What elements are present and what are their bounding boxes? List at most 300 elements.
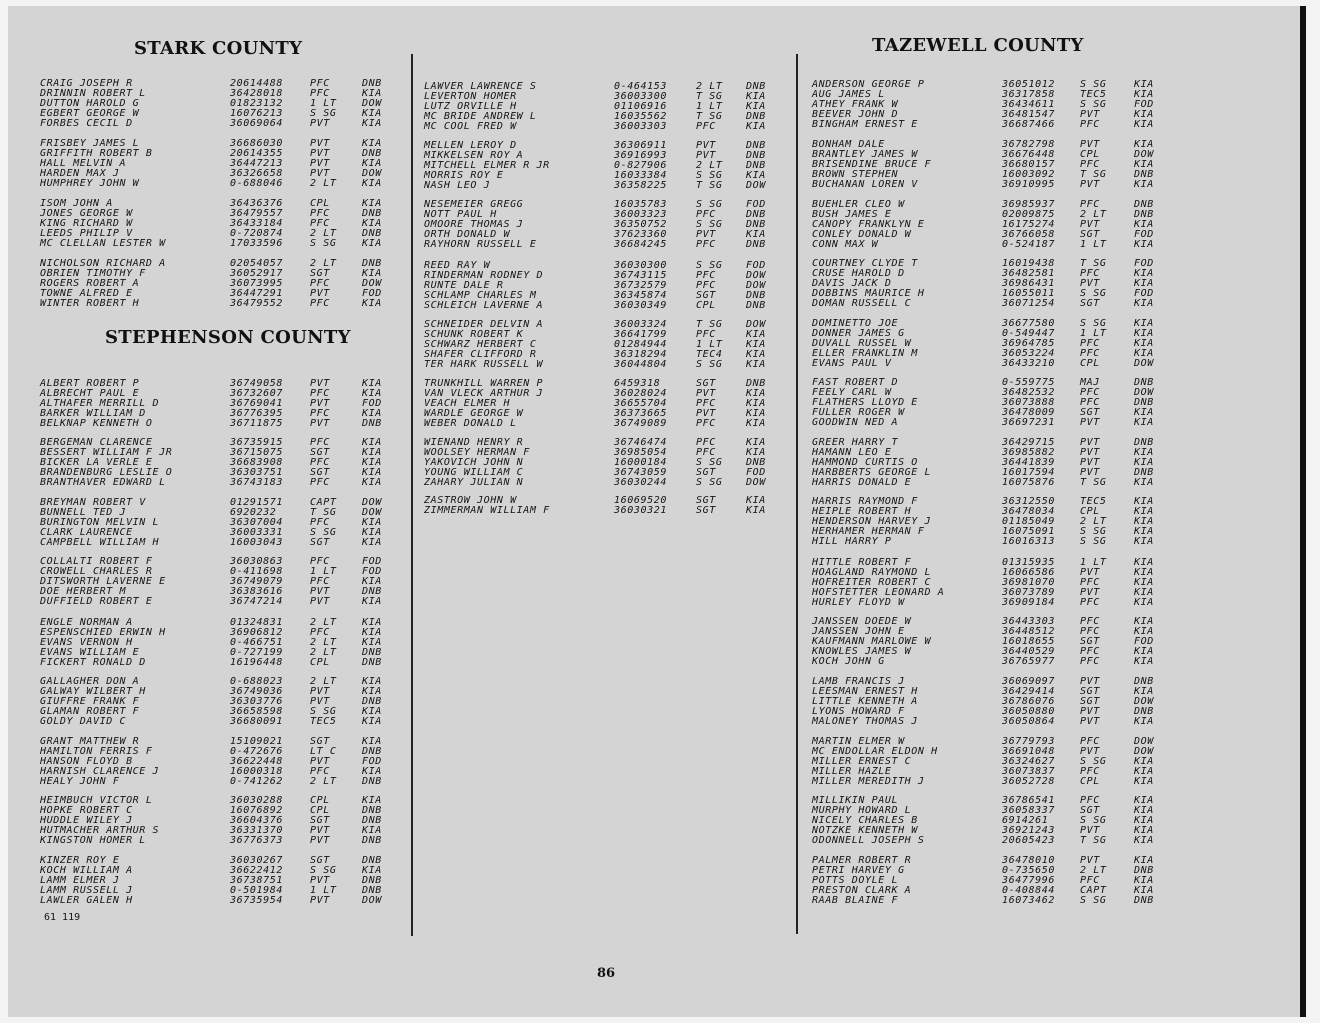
- soldier-name: AUG JAMES L: [812, 89, 885, 100]
- soldier-name: DUFFIELD ROBERT E: [40, 596, 153, 607]
- rank: PVT: [1080, 746, 1100, 757]
- soldier-name: HOPKE ROBERT C: [40, 805, 133, 816]
- rank: PVT: [1080, 219, 1100, 230]
- soldier-name: MURPHY HOWARD L: [812, 805, 912, 816]
- serial-number: 36766058: [1002, 229, 1055, 240]
- serial-number: 36921243: [1002, 825, 1055, 836]
- serial-number: 36030244: [614, 477, 667, 488]
- serial-number: 01315935: [1002, 557, 1055, 568]
- serial-number: 0-411698: [230, 566, 283, 577]
- casualty-status: KIA: [362, 617, 382, 628]
- casualty-status: FOD: [362, 398, 382, 409]
- casualty-status: DNB: [362, 258, 382, 269]
- casualty-status: KIA: [362, 238, 382, 249]
- casualty-status: DNB: [362, 696, 382, 707]
- casualty-status: KIA: [1134, 89, 1154, 100]
- casualty-status: DOW: [1134, 358, 1154, 369]
- soldier-name: GRIFFITH ROBERT B: [40, 148, 153, 159]
- soldier-name: GALWAY WILBERT H: [40, 686, 146, 697]
- serial-number: 36776373: [230, 835, 283, 846]
- page-number: 86: [597, 966, 616, 981]
- rank: PFC: [310, 298, 330, 309]
- soldier-name: HAMILTON FERRIS F: [40, 746, 153, 757]
- casualty-status: DOW: [1134, 746, 1154, 757]
- soldier-name: YAKOVICH JOHN N: [424, 457, 524, 468]
- rank: SGT: [696, 467, 716, 478]
- rank: 1 LT: [696, 339, 723, 350]
- serial-number: 36324627: [1002, 756, 1055, 767]
- rank: SGT: [310, 855, 330, 866]
- casualty-status: KIA: [1134, 457, 1154, 468]
- rank: PFC: [1080, 387, 1100, 398]
- soldier-name: FAST ROBERT D: [812, 377, 899, 388]
- serial-number: 0-559775: [1002, 377, 1055, 388]
- soldier-name: MILLER MEREDITH J: [812, 776, 925, 787]
- rank: 2 LT: [1080, 865, 1107, 876]
- rank: S SG: [1080, 288, 1107, 299]
- rank: S SG: [310, 527, 337, 538]
- rank: 2 LT: [310, 776, 337, 787]
- soldier-name: JANSSEN DOEDE W: [812, 616, 912, 627]
- casualty-status: DOW: [362, 168, 382, 179]
- rank: CPL: [1080, 776, 1100, 787]
- rank: T SG: [696, 319, 723, 330]
- casualty-status: KIA: [1134, 298, 1154, 309]
- soldier-name: OBRIEN TIMOTHY F: [40, 268, 146, 279]
- casualty-status: FOD: [746, 260, 766, 271]
- rank: PVT: [310, 138, 330, 149]
- casualty-status: KIA: [362, 447, 382, 458]
- soldier-name: BRANDENBURG LESLIE O: [40, 467, 173, 478]
- rank: 1 LT: [310, 98, 337, 109]
- rank: PVT: [1080, 139, 1100, 150]
- casualty-status: DNB: [362, 885, 382, 896]
- serial-number: 36073837: [1002, 766, 1055, 777]
- soldier-name: LEVERTON HOMER: [424, 91, 517, 102]
- serial-number: 36003300: [614, 91, 667, 102]
- casualty-status: DNB: [362, 647, 382, 658]
- soldier-name: KOCH WILLIAM A: [40, 865, 133, 876]
- serial-number: 36052917: [230, 268, 283, 279]
- rank: 1 LT: [696, 101, 723, 112]
- soldier-name: NASH LEO J: [424, 180, 491, 191]
- soldier-name: DUTTON HAROLD G: [40, 98, 140, 109]
- rank: PVT: [1080, 825, 1100, 836]
- soldier-name: EVANS WILLIAM E: [40, 647, 140, 658]
- serial-number: 36747214: [230, 596, 283, 607]
- serial-number: 36985882: [1002, 447, 1055, 458]
- serial-number: 36906812: [230, 627, 283, 638]
- serial-number: 0-688046: [230, 178, 283, 189]
- rank: PFC: [310, 457, 330, 468]
- casualty-status: KIA: [362, 198, 382, 209]
- serial-number: 36981070: [1002, 577, 1055, 588]
- serial-number: 36985054: [614, 447, 667, 458]
- rank: CPL: [310, 198, 330, 209]
- casualty-status: KIA: [362, 576, 382, 587]
- soldier-name: CANOPY FRANKLYN E: [812, 219, 925, 230]
- serial-number: 36433184: [230, 218, 283, 229]
- casualty-status: DNB: [1134, 209, 1154, 220]
- serial-number: 36478034: [1002, 506, 1055, 517]
- soldier-name: FLATHERS LLOYD E: [812, 397, 918, 408]
- casualty-status: KIA: [362, 537, 382, 548]
- soldier-name: CLARK LAURENCE: [40, 527, 133, 538]
- serial-number: 01291571: [230, 497, 283, 508]
- serial-number: 36604376: [230, 815, 283, 826]
- soldier-name: PETRI HARVEY G: [812, 865, 905, 876]
- rank: 1 LT: [310, 885, 337, 896]
- rank: PVT: [1080, 278, 1100, 289]
- rank: CPL: [1080, 506, 1100, 517]
- soldier-name: NESEMEIER GREGG: [424, 199, 524, 210]
- serial-number: 36030300: [614, 260, 667, 271]
- rank: PFC: [1080, 159, 1100, 170]
- serial-number: 36743183: [230, 477, 283, 488]
- soldier-name: DOE HERBERT M: [40, 586, 127, 597]
- rank: T SG: [1080, 477, 1107, 488]
- casualty-status: DNB: [746, 239, 766, 250]
- rank: PFC: [696, 209, 716, 220]
- casualty-status: DOW: [362, 507, 382, 518]
- rank: PFC: [310, 517, 330, 528]
- serial-number: 36697231: [1002, 417, 1055, 428]
- soldier-name: WIENAND HENRY R: [424, 437, 524, 448]
- casualty-status: FOD: [1134, 229, 1154, 240]
- soldier-name: WINTER ROBERT H: [40, 298, 140, 309]
- serial-number: 36073789: [1002, 587, 1055, 598]
- rank: T SG: [696, 111, 723, 122]
- casualty-status: DNB: [746, 290, 766, 301]
- casualty-status: KIA: [362, 766, 382, 777]
- serial-number: 16075091: [1002, 526, 1055, 537]
- serial-number: 36776395: [230, 408, 283, 419]
- soldier-name: RUNTE DALE R: [424, 280, 504, 291]
- casualty-status: KIA: [1134, 577, 1154, 588]
- casualty-status: KIA: [1134, 716, 1154, 727]
- soldier-name: COURTNEY CLYDE T: [812, 258, 918, 269]
- rank: PFC: [1080, 875, 1100, 886]
- casualty-status: KIA: [1134, 278, 1154, 289]
- rank: SGT: [1080, 298, 1100, 309]
- serial-number: 36447291: [230, 288, 283, 299]
- serial-number: 36680091: [230, 716, 283, 727]
- casualty-status: DNB: [746, 457, 766, 468]
- casualty-status: KIA: [362, 388, 382, 399]
- casualty-status: KIA: [362, 637, 382, 648]
- casualty-status: KIA: [746, 101, 766, 112]
- rank: S SG: [696, 477, 723, 488]
- rank: PVT: [310, 118, 330, 129]
- casualty-status: DOW: [362, 497, 382, 508]
- casualty-status: KIA: [362, 706, 382, 717]
- rank: PVT: [1080, 855, 1100, 866]
- soldier-name: GOLDY DAVID C: [40, 716, 127, 727]
- soldier-name: HENDERSON HARVEY J: [812, 516, 932, 527]
- soldier-name: BURINGTON MELVIN L: [40, 517, 160, 528]
- rank: PFC: [310, 477, 330, 488]
- casualty-status: KIA: [1134, 268, 1154, 279]
- casualty-status: KIA: [746, 121, 766, 132]
- casualty-status: FOD: [362, 756, 382, 767]
- serial-number: 36053224: [1002, 348, 1055, 359]
- serial-number: 0-720874: [230, 228, 283, 239]
- serial-number: 36964785: [1002, 338, 1055, 349]
- soldier-name: DOBBINS MAURICE H: [812, 288, 925, 299]
- serial-number: 36331370: [230, 825, 283, 836]
- rank: PFC: [1080, 616, 1100, 627]
- soldier-name: ZAHARY JULIAN N: [424, 477, 524, 488]
- casualty-status: KIA: [1134, 825, 1154, 836]
- rank: 2 LT: [1080, 516, 1107, 527]
- rank: LT C: [310, 746, 337, 757]
- rank: 2 LT: [310, 617, 337, 628]
- rank: PFC: [1080, 348, 1100, 359]
- soldier-name: SCHNEIDER DELVIN A: [424, 319, 544, 330]
- soldier-name: BUSH JAMES E: [812, 209, 892, 220]
- casualty-status: KIA: [362, 268, 382, 279]
- soldier-name: LEEDS PHILIP V: [40, 228, 133, 239]
- rank: T SG: [1080, 835, 1107, 846]
- serial-number: 36749036: [230, 686, 283, 697]
- rank: S SG: [696, 219, 723, 230]
- rank: PVT: [696, 388, 716, 399]
- soldier-name: MC COOL FRED W: [424, 121, 517, 132]
- roster-page: [8, 6, 1306, 1017]
- rank: PVT: [310, 148, 330, 159]
- rank: 2 LT: [696, 81, 723, 92]
- rank: PVT: [1080, 179, 1100, 190]
- soldier-name: MILLER HAZLE: [812, 766, 892, 777]
- casualty-status: KIA: [362, 795, 382, 806]
- serial-number: 6914261: [1002, 815, 1049, 826]
- serial-number: 16035783: [614, 199, 667, 210]
- casualty-status: KIA: [1134, 159, 1154, 170]
- casualty-status: KIA: [362, 88, 382, 99]
- soldier-name: NICELY CHARLES B: [812, 815, 918, 826]
- soldier-name: KINGSTON HOMER L: [40, 835, 146, 846]
- rank: PFC: [310, 766, 330, 777]
- rank: T SG: [1080, 258, 1107, 269]
- rank: 1 LT: [310, 566, 337, 577]
- casualty-status: DOW: [362, 278, 382, 289]
- serial-number: 36030863: [230, 556, 283, 567]
- serial-number: 16000184: [614, 457, 667, 468]
- casualty-status: KIA: [746, 91, 766, 102]
- casualty-status: DNB: [362, 835, 382, 846]
- rank: PFC: [310, 278, 330, 289]
- rank: PVT: [310, 756, 330, 767]
- casualty-status: KIA: [1134, 686, 1154, 697]
- soldier-name: HUDDLE WILEY J: [40, 815, 133, 826]
- serial-number: 36434611: [1002, 99, 1055, 110]
- soldier-name: ELLER FRANKLIN M: [812, 348, 918, 359]
- rank: PFC: [696, 239, 716, 250]
- rank: PVT: [310, 895, 330, 906]
- casualty-status: DNB: [362, 815, 382, 826]
- serial-number: 36443303: [1002, 616, 1055, 627]
- rank: PFC: [696, 418, 716, 429]
- soldier-name: HARNISH CLARENCE J: [40, 766, 160, 777]
- casualty-status: KIA: [362, 298, 382, 309]
- rank: SGT: [310, 537, 330, 548]
- soldier-name: BARKER WILLIAM D: [40, 408, 146, 419]
- serial-number: 36044804: [614, 359, 667, 370]
- serial-number: 36622448: [230, 756, 283, 767]
- serial-number: 36743059: [614, 467, 667, 478]
- casualty-status: FOD: [362, 566, 382, 577]
- serial-number: 36429715: [1002, 437, 1055, 448]
- soldier-name: JANSSEN JOHN E: [812, 626, 905, 637]
- casualty-status: KIA: [362, 457, 382, 468]
- serial-number: 6920232: [230, 507, 277, 518]
- soldier-name: VEACH ELMER H: [424, 398, 511, 409]
- rank: CAPT: [1080, 885, 1107, 896]
- rank: PFC: [1080, 766, 1100, 777]
- rank: 1 LT: [1080, 557, 1107, 568]
- casualty-status: KIA: [1134, 557, 1154, 568]
- casualty-status: KIA: [362, 596, 382, 607]
- serial-number: 20614488: [230, 78, 283, 89]
- casualty-status: DOW: [362, 895, 382, 906]
- serial-number: 16003092: [1002, 169, 1055, 180]
- casualty-status: KIA: [362, 736, 382, 747]
- rank: 2 LT: [1080, 209, 1107, 220]
- rank: PVT: [310, 398, 330, 409]
- serial-number: 36069064: [230, 118, 283, 129]
- casualty-status: DNB: [746, 219, 766, 230]
- soldier-name: SCHLEICH LAVERNE A: [424, 300, 544, 311]
- serial-number: 36306911: [614, 140, 667, 151]
- serial-number: 36030267: [230, 855, 283, 866]
- casualty-status: KIA: [1134, 756, 1154, 767]
- casualty-status: KIA: [1134, 567, 1154, 578]
- serial-number: 36986431: [1002, 278, 1055, 289]
- casualty-status: DNB: [362, 78, 382, 89]
- serial-number: 16066586: [1002, 567, 1055, 578]
- casualty-status: DNB: [746, 300, 766, 311]
- soldier-name: MARTIN ELMER W: [812, 736, 905, 747]
- rank: PFC: [1080, 199, 1100, 210]
- soldier-name: GLAMAN ROBERT F: [40, 706, 140, 717]
- serial-number: 36069097: [1002, 676, 1055, 687]
- page-edge: [1300, 6, 1306, 1017]
- casualty-status: KIA: [746, 505, 766, 516]
- casualty-status: DNB: [1134, 676, 1154, 687]
- rank: PFC: [310, 627, 330, 638]
- soldier-name: EVANS PAUL V: [812, 358, 892, 369]
- rank: SGT: [310, 268, 330, 279]
- rank: PVT: [310, 168, 330, 179]
- serial-number: 0-501984: [230, 885, 283, 896]
- soldier-name: SHAFER CLIFFORD R: [424, 349, 537, 360]
- serial-number: 36715075: [230, 447, 283, 458]
- soldier-name: ODONNELL JOSEPH S: [812, 835, 925, 846]
- casualty-status: KIA: [746, 418, 766, 429]
- rank: PVT: [1080, 706, 1100, 717]
- serial-number: 36073888: [1002, 397, 1055, 408]
- serial-number: 16175274: [1002, 219, 1055, 230]
- soldier-name: LAMB FRANCIS J: [812, 676, 905, 687]
- rank: PVT: [310, 696, 330, 707]
- serial-number: 36786076: [1002, 696, 1055, 707]
- rank: CPL: [310, 657, 330, 668]
- soldier-name: MC BRIDE ANDREW L: [424, 111, 537, 122]
- serial-number: 01106916: [614, 101, 667, 112]
- serial-number: 36312550: [1002, 496, 1055, 507]
- soldier-name: HAMANN LEO E: [812, 447, 892, 458]
- casualty-status: DNB: [746, 111, 766, 122]
- casualty-status: KIA: [1134, 597, 1154, 608]
- casualty-status: DNB: [362, 805, 382, 816]
- rank: SGT: [1080, 686, 1100, 697]
- casualty-status: KIA: [1134, 79, 1154, 90]
- serial-number: 36686030: [230, 138, 283, 149]
- serial-number: 36735954: [230, 895, 283, 906]
- soldier-name: LITTLE KENNETH A: [812, 696, 918, 707]
- serial-number: 36677580: [1002, 318, 1055, 329]
- casualty-status: KIA: [362, 477, 382, 488]
- soldier-name: FULLER ROGER W: [812, 407, 905, 418]
- soldier-name: WOOLSEY HERMAN F: [424, 447, 530, 458]
- soldier-name: TRUNKHILL WARREN P: [424, 378, 544, 389]
- rank: TEC5: [1080, 89, 1107, 100]
- soldier-name: DONNER JAMES G: [812, 328, 905, 339]
- casualty-status: KIA: [362, 527, 382, 538]
- serial-number: 36478009: [1002, 407, 1055, 418]
- soldier-name: NOTT PAUL H: [424, 209, 497, 220]
- serial-number: 36769041: [230, 398, 283, 409]
- casualty-status: KIA: [1134, 109, 1154, 120]
- rank: S SG: [1080, 318, 1107, 329]
- serial-number: 6459318: [614, 378, 661, 389]
- rank: S SG: [1080, 536, 1107, 547]
- rank: 1 LT: [1080, 239, 1107, 250]
- rank: S SG: [1080, 756, 1107, 767]
- casualty-status: DNB: [1134, 467, 1154, 478]
- serial-number: 0-741262: [230, 776, 283, 787]
- soldier-name: GIUFFRE FRANK F: [40, 696, 140, 707]
- soldier-name: LAMM ELMER J: [40, 875, 120, 886]
- serial-number: 16000318: [230, 766, 283, 777]
- casualty-status: DNB: [746, 160, 766, 171]
- soldier-name: MITCHELL ELMER R JR: [424, 160, 550, 171]
- rank: S SG: [1080, 895, 1107, 906]
- serial-number: 36910995: [1002, 179, 1055, 190]
- rank: PVT: [310, 158, 330, 169]
- serial-number: 36317858: [1002, 89, 1055, 100]
- rank: PFC: [696, 270, 716, 281]
- serial-number: 36326658: [230, 168, 283, 179]
- casualty-status: KIA: [1134, 477, 1154, 488]
- casualty-status: KIA: [1134, 835, 1154, 846]
- soldier-name: BERGEMAN CLARENCE: [40, 437, 153, 448]
- rank: PFC: [1080, 626, 1100, 637]
- casualty-status: DOW: [1134, 696, 1154, 707]
- serial-number: 36051012: [1002, 79, 1055, 90]
- serial-number: 0-464153: [614, 81, 667, 92]
- soldier-name: CONLEY DONALD W: [812, 229, 912, 240]
- soldier-name: LAWLER GALEN H: [40, 895, 133, 906]
- rank: 2 LT: [696, 160, 723, 171]
- serial-number: 16017594: [1002, 467, 1055, 478]
- soldier-name: MILLIKIN PAUL: [812, 795, 899, 806]
- serial-number: 36749079: [230, 576, 283, 587]
- serial-number: 36481547: [1002, 109, 1055, 120]
- serial-number: 36786541: [1002, 795, 1055, 806]
- soldier-name: HOFREITER ROBERT C: [812, 577, 932, 588]
- rank: S SG: [1080, 79, 1107, 90]
